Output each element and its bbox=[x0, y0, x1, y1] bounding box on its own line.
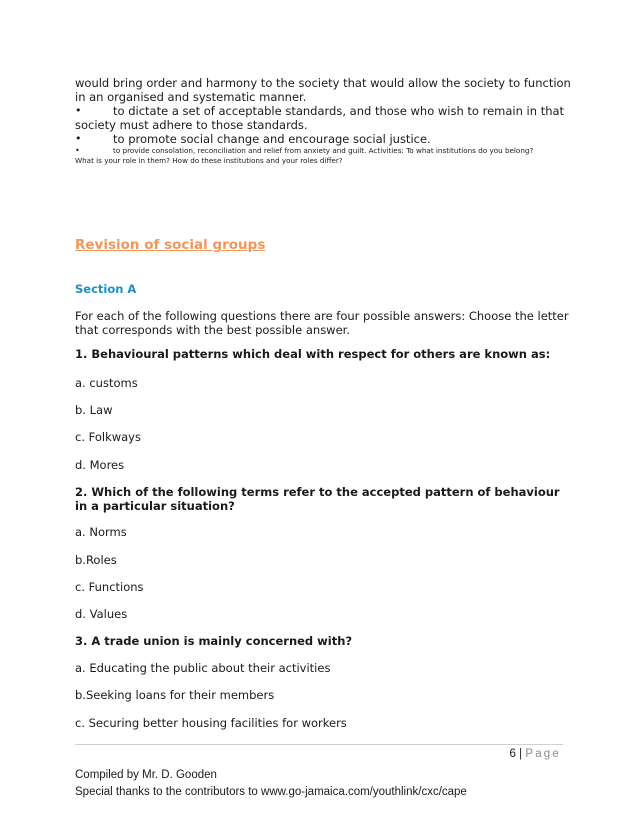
question-3: 3. A trade union is mainly concerned with? bbox=[75, 634, 353, 648]
option-3a: a. Educating the public about their activities bbox=[75, 661, 331, 675]
option-1a: a. customs bbox=[75, 376, 138, 390]
bullet-continuation: society must adhere to those standards. bbox=[75, 118, 308, 132]
footer-divider bbox=[75, 744, 563, 745]
question-2: 2. Which of the following terms refer to the accepted pattern of behaviour in a particular situation? bbox=[75, 485, 560, 513]
option-2d: d. Values bbox=[75, 607, 128, 621]
option-1c: c. Folkways bbox=[75, 430, 141, 444]
section-heading: Revision of social groups bbox=[75, 237, 266, 253]
bullet-icon: • bbox=[75, 146, 80, 155]
question-1: 1. Behavioural patterns which deal with respect for others are known as: bbox=[75, 347, 551, 361]
instructions: For each of the following questions there are four possible answers: Choose the letter that corresponds with the best possible answer. bbox=[75, 309, 569, 337]
option-3c: c. Securing better housing facilities for workers bbox=[75, 716, 347, 730]
bullet-text: to dictate a set of acceptable standards, and those who wish to remain in that bbox=[113, 104, 565, 118]
page-word: Page bbox=[525, 748, 561, 760]
intro-block bbox=[75, 76, 575, 165]
footer-thanks: Special thanks to the contributors to www.go-jamaica.com/youthlink/cxc/cape bbox=[75, 786, 467, 798]
page-number-value: 6 bbox=[509, 748, 516, 760]
bullet-item bbox=[75, 104, 575, 118]
small-bullet-block bbox=[75, 146, 575, 165]
page-number bbox=[510, 748, 561, 760]
bullet-icon: • bbox=[75, 104, 82, 117]
bullet-continuation: What is your role in them? How do these institutions and your roles differ? bbox=[75, 155, 343, 165]
option-1d: d. Mores bbox=[75, 458, 125, 472]
page-separator: | bbox=[515, 748, 526, 760]
footer-compiled-by: Compiled by Mr. D. Gooden bbox=[75, 769, 217, 781]
option-2b: b.Roles bbox=[75, 553, 117, 567]
bullet-item bbox=[75, 146, 575, 156]
intro-paragraph: would bring order and harmony to the society that would allow the society to function in an organised and systematic manner. bbox=[75, 76, 571, 104]
option-2a: a. Norms bbox=[75, 525, 127, 539]
option-1b: b. Law bbox=[75, 403, 113, 417]
bullet-text: to promote social change and encourage social justice. bbox=[113, 132, 431, 146]
bullet-text: to provide consolation, reconciliation and relief from anxiety and guilt. Activities: To what institutions do you belong? bbox=[113, 146, 534, 155]
bullet-item bbox=[75, 132, 575, 146]
bullet-icon: • bbox=[75, 132, 82, 145]
option-3b: b.Seeking loans for their members bbox=[75, 688, 275, 702]
option-2c: c. Functions bbox=[75, 580, 144, 594]
section-label: Section A bbox=[75, 282, 137, 296]
